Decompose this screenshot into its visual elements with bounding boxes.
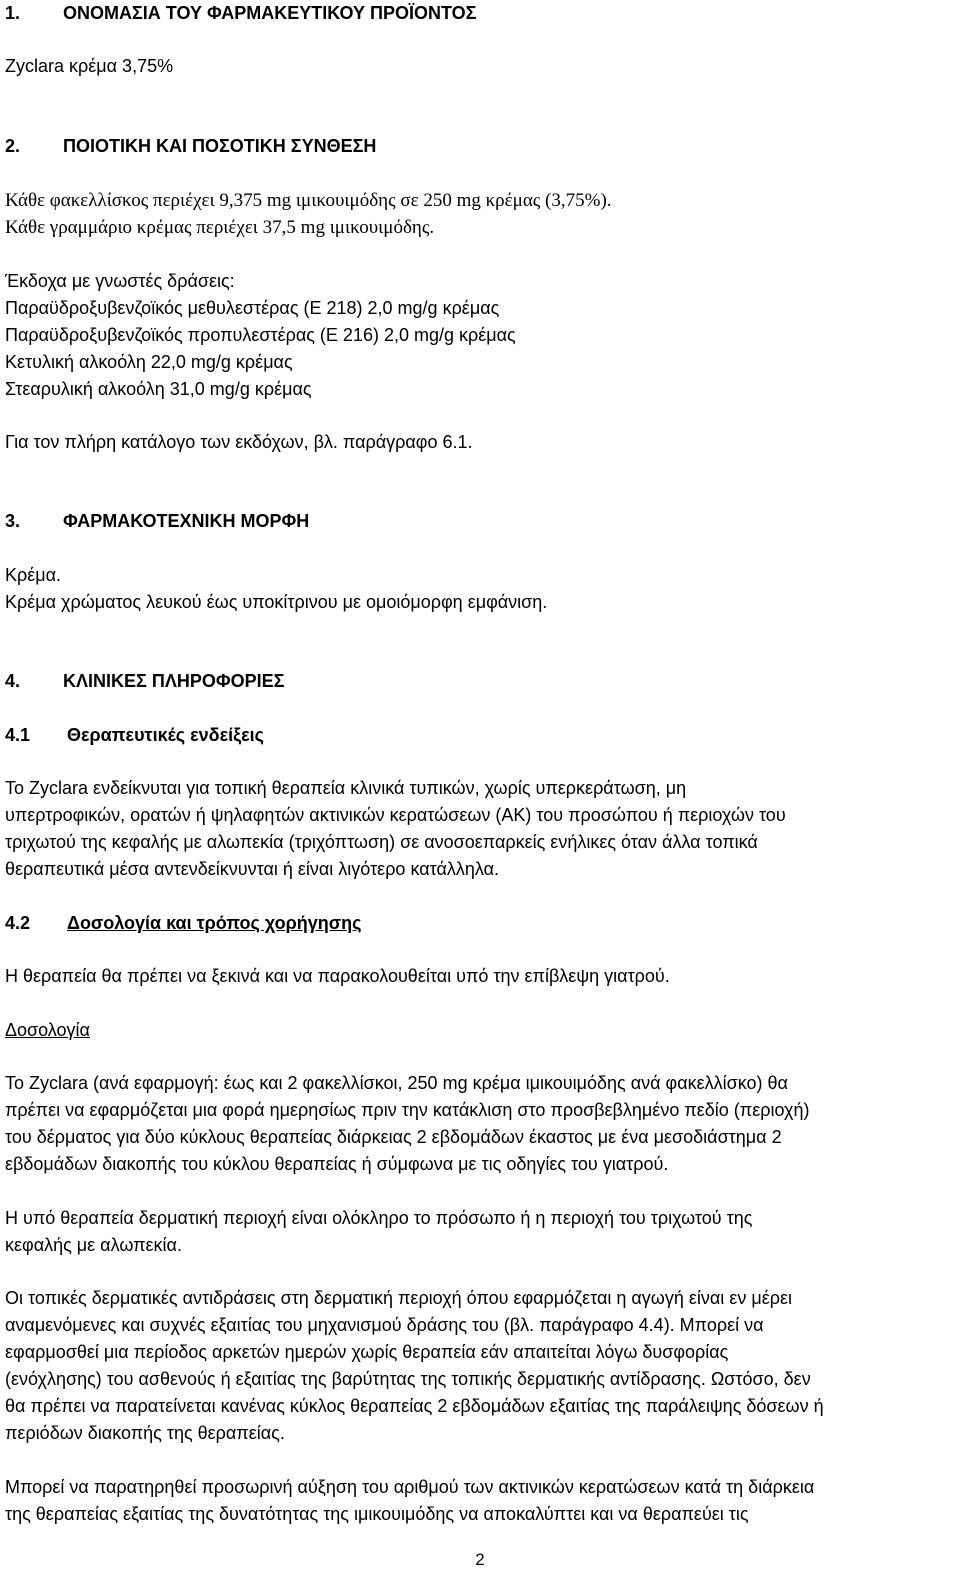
section-3-heading — [5, 508, 950, 535]
excipient-item: Παραϋδροξυβενζοϊκός προπυλεστέρας (E 216) 2,0 mg/g κρέμας — [5, 325, 516, 345]
excipients-list — [5, 268, 950, 403]
paragraph-line: Η υπό θεραπεία δερματική περιοχή είναι ολόκληρο το πρόσωπο ή η περιοχή του τριχωτού της — [5, 1208, 753, 1228]
excipient-item: Στεαρυλική αλκοόλη 31,0 mg/g κρέμας — [5, 379, 312, 399]
section-4-2-heading — [5, 910, 950, 937]
paragraph-line: τριχωτού της κεφαλής με αλωπεκία (τριχόπτωση) σε ανοσοεπαρκείς ενήλικες όταν άλλα τοπικά — [5, 832, 758, 852]
paragraph-line: εφαρμοσθεί μια περίοδος αρκετών ημερών χωρίς θεραπεία εάν απαιτείται λόγω δυσφορίας — [5, 1342, 729, 1362]
section-2-title: ΠΟΙΟΤΙΚΗ ΚΑΙ ΠΟΣΟΤΙΚΗ ΣΥΝΘΕΣΗ — [63, 136, 377, 156]
section-4-heading — [5, 668, 950, 695]
dosage-subheading: Δοσολογία — [5, 1020, 90, 1040]
paragraph-line: κεφαλής με αλωπεκία. — [5, 1235, 182, 1255]
dosage-paragraph — [5, 1070, 950, 1178]
paragraph-line: της θεραπείας εξαιτίας της δυνατότητας της ιμικουιμόδης να αποκαλύπτει και να θεραπεύει τις — [5, 1504, 749, 1524]
section-4-1-title: Θεραπευτικές ενδείξεις — [67, 725, 265, 745]
section-3-number: 3. — [5, 511, 21, 531]
indications-paragraph — [5, 775, 950, 883]
section-4-1-number: 4.1 — [5, 725, 31, 745]
section-4-2-number: 4.2 — [5, 913, 31, 933]
section-4-1-heading — [5, 722, 950, 749]
paragraph-line: εβδομάδων διακοπής του κύκλου θεραπείας ή σύμφωνα με τις οδηγίες του γιατρού. — [5, 1154, 669, 1174]
section-4-number: 4. — [5, 671, 21, 691]
section-3-title: ΦΑΡΜΑΚΟΤΕΧΝΙΚΗ ΜΟΡΦΗ — [63, 511, 310, 531]
section-4-2-title: Δοσολογία και τρόπος χορήγησης — [67, 913, 362, 933]
paragraph-line: περιόδων διακοπής της θεραπείας. — [5, 1423, 285, 1443]
supervision-paragraph: Η θεραπεία θα πρέπει να ξεκινά και να παρακολουθείται υπό την επίβλεψη γιατρού. — [5, 966, 670, 986]
section-4-title: ΚΛΙΝΙΚΕΣ ΠΛΗΡΟΦΟΡΙΕΣ — [63, 671, 285, 691]
paragraph-line: Το Zyclara (ανά εφαρμογή: έως και 2 φακελλίσκοι, 250 mg κρέμα ιμικουιμόδης ανά φακελλίσκο) θα — [5, 1073, 788, 1093]
composition-text — [5, 187, 950, 241]
local-reactions-paragraph — [5, 1285, 950, 1447]
composition-line: Κάθε φακελλίσκος περιέχει 9,375 mg ιμικουιμόδης σε 250 mg κρέμας (3,75%). — [5, 190, 612, 211]
excipients-reference-note: Για τον πλήρη κατάλογο των εκδόχων, βλ. παράγραφο 6.1. — [5, 432, 473, 452]
paragraph-line: θεραπευτικά μέσα αντενδείκνυνται ή είναι λιγότερο κατάλληλα. — [5, 859, 500, 879]
page-number: 2 — [475, 1550, 485, 1569]
paragraph-line: Το Zyclara ενδείκνυται για τοπική θεραπεία κλινικά τυπικών, χωρίς υπερκεράτωση, μη — [5, 778, 687, 798]
paragraph-line: του δέρματος για δύο κύκλους θεραπείας διάρκειας 2 εβδομάδων έκαστος με ένα μεσοδιάστημα 2 — [5, 1127, 782, 1147]
section-1-heading — [5, 0, 950, 27]
lesion-increase-paragraph — [5, 1474, 950, 1528]
product-name: Zyclara κρέμα 3,75% — [5, 56, 174, 76]
paragraph-line: υπερτροφικών, ορατών ή ψηλαφητών ακτινικών κερατώσεων (AK) του προσώπου ή περιοχών του — [5, 805, 786, 825]
paragraph-line: Μπορεί να παρατηρηθεί προσωρινή αύξηση του αριθμού των ακτινικών κερατώσεων κατά τη διάρκεια — [5, 1477, 815, 1497]
paragraph-line: Οι τοπικές δερματικές αντιδράσεις στη δερματική περιοχή όπου εφαρμόζεται η αγωγή είναι εν μέρει — [5, 1288, 792, 1308]
paragraph-line: (ενόχλησης) του ασθενούς ή εξαιτίας της βαρύτητας της τοπικής δερματικής αντίδρασης. Ωστόσο, δεν — [5, 1369, 811, 1389]
composition-line: Κάθε γραμμάριο κρέμας περιέχει 37,5 mg ιμικουιμόδης. — [5, 217, 435, 238]
section-2-heading — [5, 133, 950, 160]
section-1-number: 1. — [5, 3, 21, 23]
paragraph-line: θα πρέπει να παρατείνεται κανένας κύκλος θεραπείας 2 εβδομάδων εξαιτίας της παράλειψης δόσεων ή — [5, 1396, 824, 1416]
excipient-item: Παραϋδροξυβενζοϊκός μεθυλεστέρας (E 218) 2,0 mg/g κρέμας — [5, 298, 500, 318]
excipients-heading: Έκδοχα με γνωστές δράσεις: — [5, 271, 235, 291]
form-line: Κρέμα χρώματος λευκού έως υποκίτρινου με ομοιόμορφη εμφάνιση. — [5, 592, 548, 612]
pharmaceutical-form-text — [5, 562, 950, 616]
paragraph-line: αναμενόμενες και συχνές εξαιτίας του μηχανισμού δράσης του (βλ. παράγραφο 4.4). Μπορεί να — [5, 1315, 764, 1335]
form-line: Κρέμα. — [5, 565, 62, 585]
section-1-title: ΟΝΟΜΑΣΙΑ ΤΟΥ ΦΑΡΜΑΚΕΥΤΙΚΟΥ ΠΡΟΪΟΝΤΟΣ — [63, 3, 477, 23]
paragraph-line: πρέπει να εφαρμόζεται μια φορά ημερησίως πριν την κατάκλιση στο προσβεβλημένο πεδίο (περιοχή) — [5, 1100, 810, 1120]
section-2-number: 2. — [5, 136, 21, 156]
excipient-item: Κετυλική αλκοόλη 22,0 mg/g κρέμας — [5, 352, 293, 372]
treatment-area-paragraph — [5, 1205, 950, 1259]
